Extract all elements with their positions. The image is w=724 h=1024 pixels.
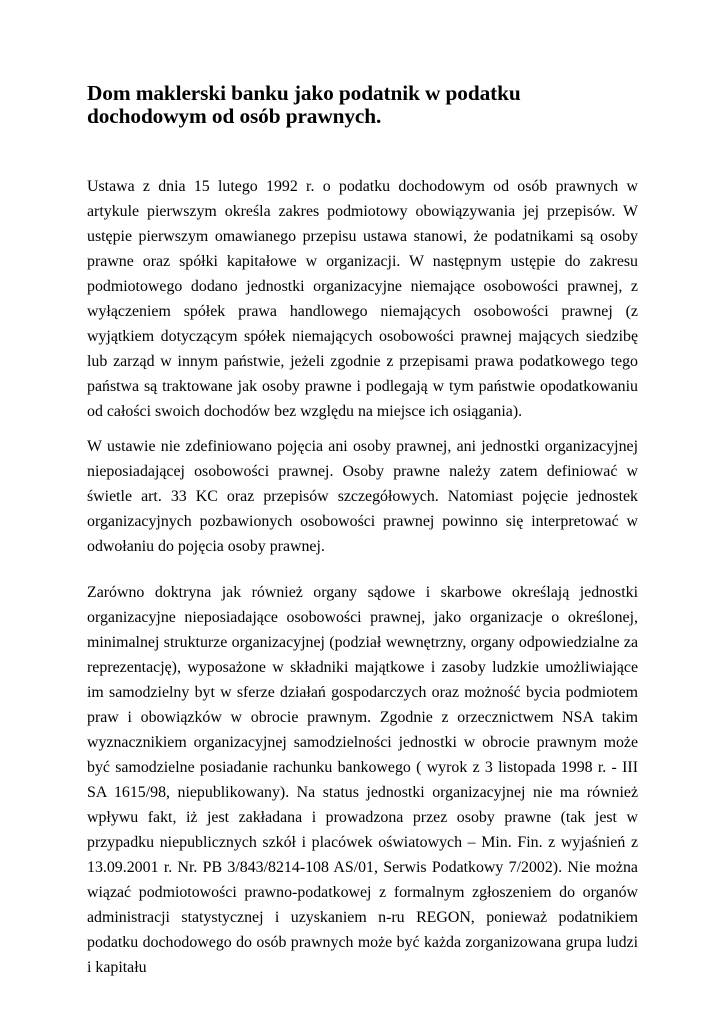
paragraph-2: W ustawie nie zdefiniowano pojęcia ani osoby prawnej, ani jednostki organizacyjnej nieposiadającej osobowości prawnej. Osoby prawne należy zatem definiować w świetle art. 33 KC oraz przepisów szczegółowych. Natomiast pojęcie jednostek organizacyjnych pozbawionych osobowości prawnej powinno się interpretować w odwołaniu do pojęcia osoby prawnej.	[87, 438, 638, 555]
paragraph-3: Zarówno doktryna jak również organy sądowe i skarbowe określają jednostki organizacyjne nieposiadające osobowości prawnej, jako organizacje o określonej, minimalnej strukturze organizacyjnej (podział wewnętrzny, organy odpowiedzialne za reprezentację), wyposażone w składniki majątkowe i zasoby ludzkie umożliwiające im samodzielny byt w sferze działań gospodarczych oraz możność bycia podmiotem praw i obowiązków w obrocie prawnym. Zgodnie z orzecznictwem NSA takim wyznacznikiem organizacyjnej samodzielności jednostki w obrocie prawnym może być samodzielne posiadanie rachunku bankowego ( wyrok z 3 listopada 1998 r. - III SA 1615/98, niepublikowany). Na status jednostki organizacyjnej nie ma również wpływu fakt, iż jest zakładana i prowadzona przez osoby prawne (tak jest w przypadku niepublicznych szkół i placówek oświatowych – Min. Fin. z wyjaśnień z 13.09.2001 r. Nr. PB 3/843/8214-108 AS/01, Serwis Podatkowy 7/2002). Nie można wiązać podmiotowości prawno-podatkowej z formalnym zgłoszeniem do organów administracji statystycznej i uzyskaniem n-ru REGON, ponieważ podatnikiem podatku dochodowego do osób prawnych może być każda zorganizowana grupa ludzi i kapitału	[87, 584, 638, 976]
paragraph-1: Ustawa z dnia 15 lutego 1992 r. o podatku dochodowym od osób prawnych w artykule pierwszym określa zakres podmiotowy obowiązywania jej przepisów. W ustępie pierwszym omawianego przepisu ustawa stanowi, że podatnikami są osoby prawne oraz spółki kapitałowe w organizacji. W następnym ustępie do zakresu podmiotowego dodano jednostki organizacyjne niemające osobowości prawnej, z wyłączeniem spółek prawa handlowego niemających osobowości prawnej (z wyjątkiem dotyczącym spółek niemających osobowości prawnej mających siedzibę lub zarząd w innym państwie, jeżeli zgodnie z przepisami prawa podatkowego tego państwa są traktowane jak osoby prawne i podlegają w tym państwie opodatkowaniu od całości swoich dochodów bez względu na miejsce ich osiągania).	[87, 178, 638, 420]
document-page	[87, 82, 638, 980]
document-title: Dom maklerski banku jako podatnik w podatku dochodowym od osób prawnych.	[87, 81, 521, 128]
